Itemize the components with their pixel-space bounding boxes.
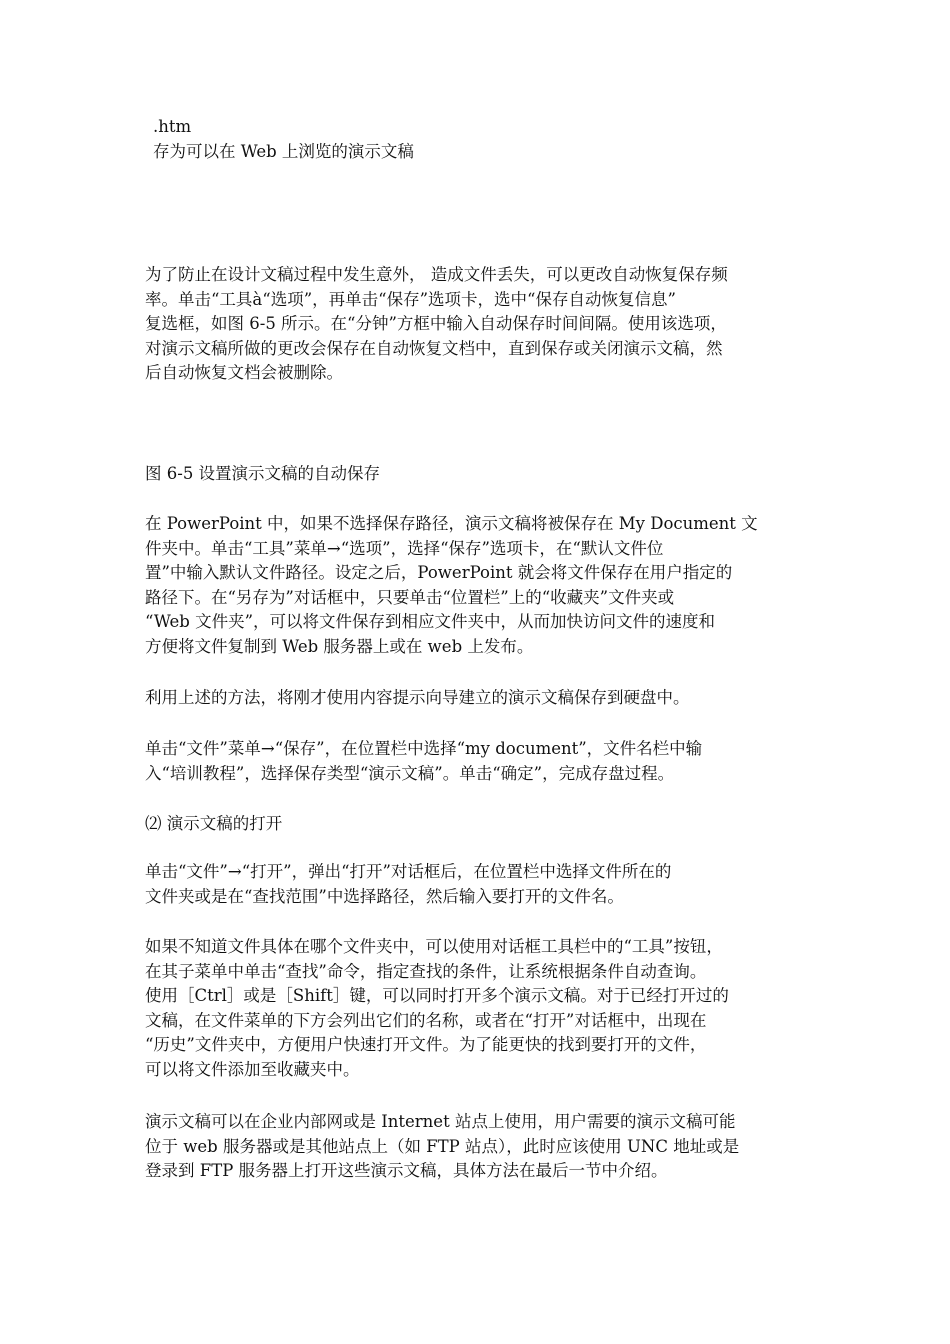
text-line: 件夹中。单击“工具”菜单→“选项”，选择“保存”选项卡，在“默认文件位 (145, 538, 664, 558)
text-line: 入“培训教程”，选择保存类型“演示文稿”。单击“确定”，完成存盘过程。 (145, 763, 675, 783)
text-line: 为了防止在设计文稿过程中发生意外， 造成文件丢失，可以更改自动恢复保存频 (145, 265, 728, 284)
section-heading-open (145, 812, 810, 837)
text-line: 率。单击“工具à“选项”，再单击“保存”选项卡，选中“保存自动恢复信息” (145, 289, 676, 309)
text-line: 利用上述的方法，将刚才使用内容提示向导建立的演示文稿保存到硬盘中。 (145, 688, 690, 707)
file-type-description: 存为可以在 Web 上浏览的演示文稿 (153, 142, 414, 161)
figure-caption (145, 462, 810, 487)
text-line: 使用［Ctrl］或是［Shift］键，可以同时打开多个演示文稿。对于已经打开过的 (145, 986, 729, 1005)
paragraph-save-steps (145, 737, 810, 786)
text-line: 复选框，如图 6-5 所示。在“分钟”方框中输入自动保存时间间隔。使用该选项， (145, 314, 727, 333)
text-line: “历史”文件夹中，方便用户快速打开文件。为了能更快的找到要打开的文件， (145, 1035, 707, 1054)
text-line: 如果不知道文件具体在哪个文件夹中，可以使用对话框工具栏中的“工具”按钮， (145, 937, 723, 956)
file-extension-label: .htm (153, 117, 192, 136)
text-line: 在其子菜单中单击“查找”命令，指定查找的条件，让系统根据条件自动查询。 (145, 961, 707, 981)
paragraph-save-to-disk (145, 686, 810, 711)
text-line: 可以将文件添加至收藏夹中。 (145, 1059, 360, 1079)
text-line: 图 6-5 设置演示文稿的自动保存 (145, 464, 381, 483)
text-line: 登录到 FTP 服务器上打开这些演示文稿，具体方法在最后一节中介绍。 (145, 1161, 668, 1180)
text-line: “Web 文件夹”，可以将文件保存到相应文件夹中，从而加快访问文件的速度和 (145, 612, 716, 631)
text-line: 后自动恢复文档会被删除。 (145, 363, 343, 382)
paragraph-find-file (145, 935, 810, 1082)
text-line: 文稿，在文件菜单的下方会列出它们的名称，或者在“打开”对话框中，出现在 (145, 1010, 707, 1030)
text-line: 单击“文件”菜单→“保存”，在位置栏中选择“my document”，文件名栏中输 (145, 739, 703, 758)
paragraph-autorecover (145, 263, 810, 386)
paragraph-open-steps (145, 860, 810, 909)
text-line: 路径下。在“另存为”对话框中，只要单击“位置栏”上的“收藏夹”文件夹或 (145, 587, 675, 607)
text-line: 置”中输入默认文件路径。设定之后，PowerPoint 就会将文件保存在用户指定的 (145, 563, 733, 582)
text-line: 方便将文件复制到 Web 服务器上或在 web 上发布。 (145, 636, 534, 656)
text-line: 演示文稿可以在企业内部网或是 Internet 站点上使用，用户需要的演示文稿可能 (145, 1112, 736, 1131)
text-line: 文件夹或是在“查找范围”中选择路径，然后输入要打开的文件名。 (145, 886, 624, 906)
paragraph-network-open (145, 1110, 810, 1184)
text-line: ⑵ 演示文稿的打开 (145, 814, 283, 833)
paragraph-default-save-path (145, 512, 810, 659)
text-line: 单击“文件”→“打开”，弹出“打开”对话框后，在位置栏中选择文件所在的 (145, 862, 672, 881)
text-line: 位于 web 服务器或是其他站点上（如 FTP 站点），此时应该使用 UNC 地址或是 (145, 1136, 740, 1156)
text-line: 在 PowerPoint 中，如果不选择保存路径，演示文稿将被保存在 My Document 文 (145, 514, 758, 533)
text-line: 对演示文稿所做的更改会保存在自动恢复文档中，直到保存或关闭演示文稿，然 (145, 338, 723, 358)
